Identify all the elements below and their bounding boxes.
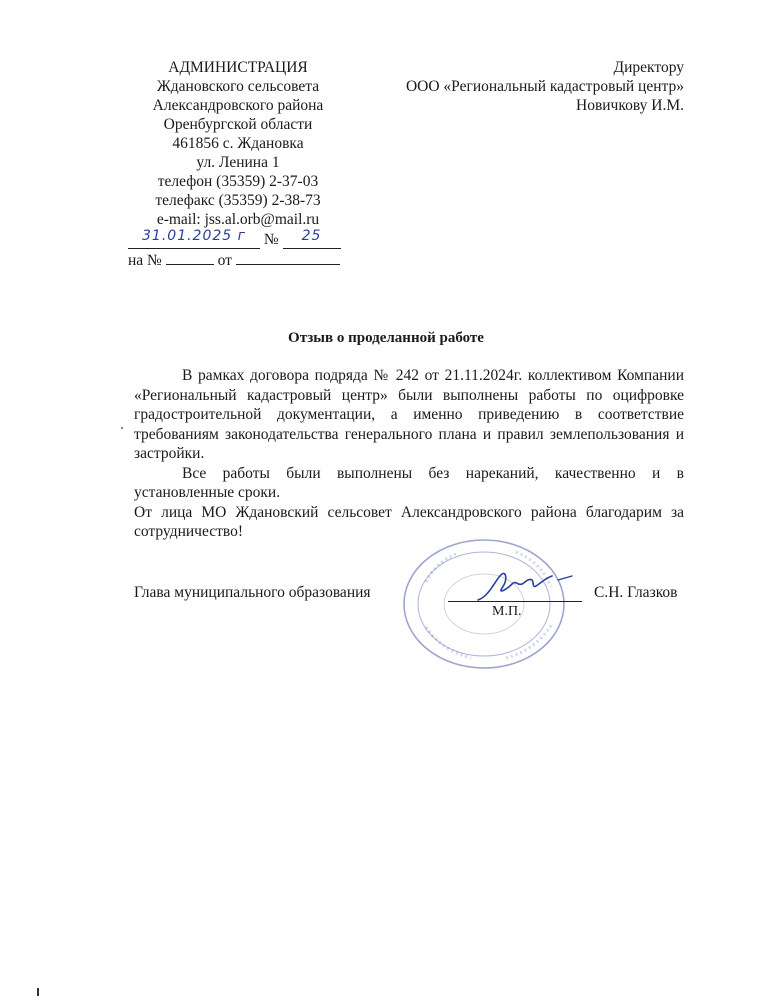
sender-line: Александровского района <box>152 97 324 114</box>
reply-date-blank <box>236 249 340 265</box>
sender-line: Оренбургской области <box>163 116 313 133</box>
body-paragraph: В рамках договора подряда № 242 от 21.11.2024г. коллективом Компании «Региональный кадастровый центр» были выполнены работы по оцифровке градостроительной документации, а именно приведению в соответствие требованиям законодательства генерального плана и правил землепользования и застройки. <box>134 367 684 462</box>
outgoing-number-handwritten: 25 <box>301 228 322 244</box>
letter-body <box>134 366 684 542</box>
sender-line: телефон (35359) 2-37-03 <box>157 173 319 190</box>
signatory-position: Глава муниципального образования <box>134 584 371 601</box>
handwritten-signature <box>472 566 582 606</box>
scan-mark <box>37 988 39 996</box>
reply-from-label: от <box>217 252 232 269</box>
recipient-line: Новичкову И.М. <box>576 97 684 114</box>
sender-line: ул. Ленина 1 <box>196 154 280 171</box>
outgoing-reference <box>128 229 348 249</box>
recipient-line: Директору <box>613 59 684 76</box>
sender-line: Ждановского сельсовета <box>156 78 320 95</box>
reply-reference <box>128 249 350 270</box>
sender-line: 461856 с. Ждановка <box>172 135 304 152</box>
sender-block <box>128 58 348 229</box>
document-title: Отзыв о проделанной работе <box>288 330 484 346</box>
reply-number-blank <box>166 249 214 265</box>
outgoing-number-label: № <box>263 231 279 248</box>
body-paragraph: Все работы были выполнены без нареканий, качественно и в установленные сроки. <box>134 464 684 501</box>
recipient-line: ООО «Региональный кадастровый центр» <box>405 78 684 95</box>
stamp-place-label: М.П. <box>492 604 522 619</box>
outgoing-date-handwritten: 31.01.2025 г <box>142 228 246 244</box>
sender-line: АДМИНИСТРАЦИЯ <box>168 59 308 76</box>
sender-line: e-mail: jss.al.orb@mail.ru <box>156 211 320 228</box>
scan-speck <box>121 427 123 429</box>
recipient-block <box>384 58 684 115</box>
outgoing-number-field <box>283 229 341 249</box>
reply-number-label: на № <box>128 252 162 269</box>
sender-line: телефакс (35359) 2-38-73 <box>155 192 321 209</box>
body-paragraph: От лица МО Ждановский сельсовет Александровского района благодарим за сотрудничество! <box>134 503 684 540</box>
signatory-name: С.Н. Глазков <box>594 584 678 601</box>
signature-line <box>448 601 582 602</box>
outgoing-date-field <box>128 229 260 249</box>
